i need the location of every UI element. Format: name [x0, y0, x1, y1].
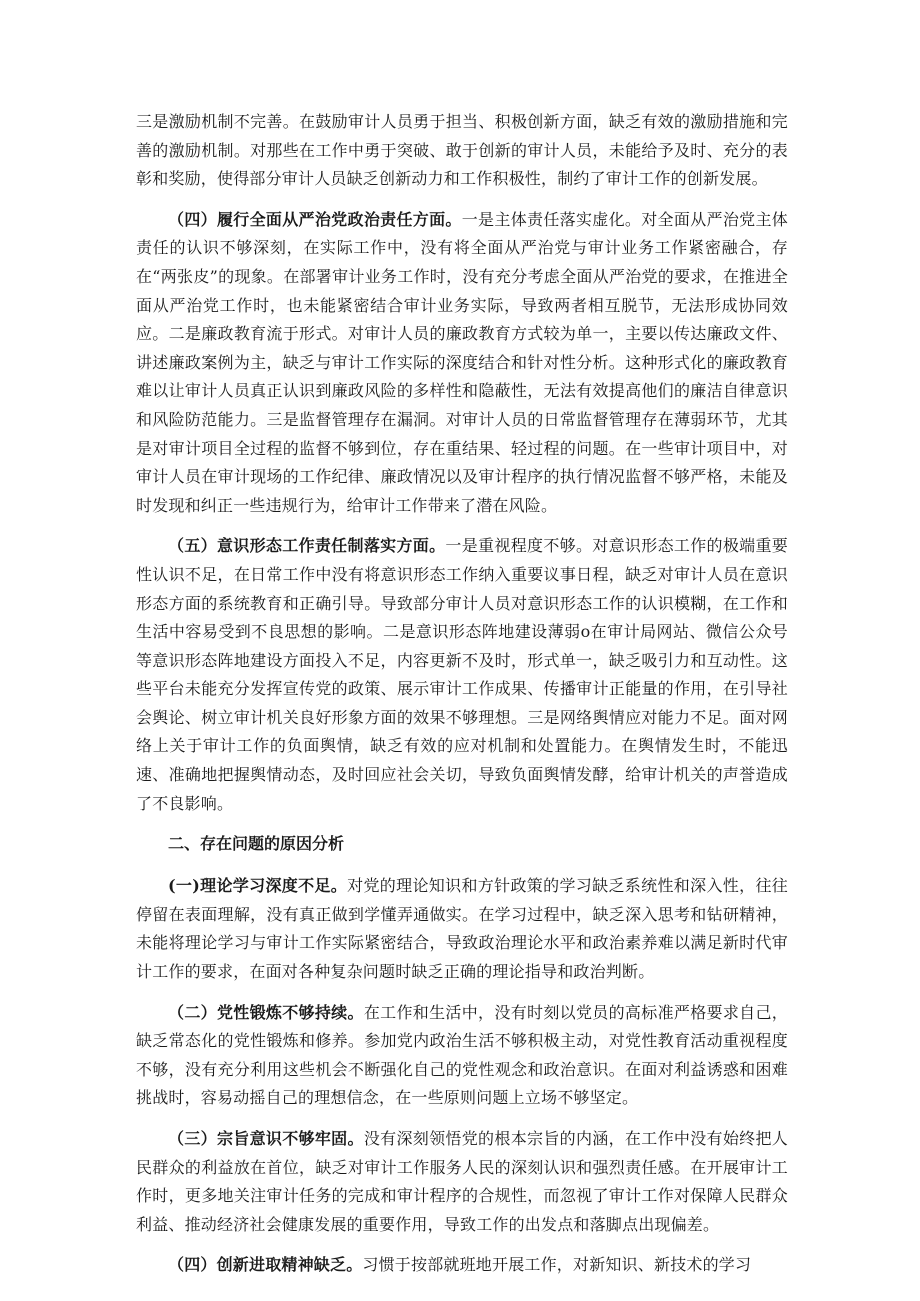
paragraph-incentive-mechanism	[136, 108, 788, 194]
paragraph-theory-study	[136, 872, 788, 986]
paragraph-innovation-spirit	[136, 1251, 788, 1280]
section-heading-cause-analysis: 二、存在问题的原因分析	[168, 834, 345, 854]
document-page	[136, 108, 788, 1292]
paragraph-party-spirit	[136, 999, 788, 1113]
paragraph-title: （二）党性锻炼不够持续。	[168, 1002, 364, 1022]
paragraph-title: （四）履行全面从严治党政治责任方面。	[168, 209, 462, 229]
paragraph-text: 在工作和生活中，没有时刻以党员的高标准严格要求自己，缺乏常态化的党性锻炼和修养。参加党内政治生活不够积极主动，对党性教育活动重视程度不够，没有充分利用这些机会不断强化自己的党性观念和政治意识。在面对利益诱惑和困难挑战时，容易动摇自己的理想信念，在一些原则问题上立场不够坚定。	[136, 1002, 788, 1108]
paragraph-title: （五）意识形态工作责任制落实方面。	[168, 536, 446, 556]
paragraph-text: 习惯于按部就班地开展工作，对新知识、新技术的学习	[362, 1255, 752, 1275]
paragraph-text: 三是激励机制不完善。在鼓励审计人员勇于担当、积极创新方面，缺乏有效的激励措施和完善的激励机制。对那些在工作中勇于突破、敢于创新的审计人员，未能给予及时、充分的表彰和奖励，使得部分审计人员缺乏创新动力和工作积极性，制约了审计工作的创新发展。	[136, 112, 788, 189]
paragraph-ideology-work	[136, 532, 788, 818]
paragraph-text: 一是重视程度不够。对意识形态工作的极端重要性认识不足，在日常工作中没有将意识形态工作纳入重要议事日程，缺乏对审计人员在意识形态方面的系统教育和正确引导。导致部分审计人员对意识形态工作的认识模糊，在工作和生活中容易受到不良思想的影响。二是意识形态阵地建设薄弱o在审计局网站、微信公众号等意识形态阵地建设方面投入不足，内容更新不及时，形式单一，缺乏吸引力和互动性。这些平台未能充分发挥宣传党的政策、展示审计工作成果、传播审计正能量的作用，在引导社会舆论、树立审计机关良好形象方面的效果不够理想。三是网络舆情应对能力不足。面对网络上关于审计工作的负面舆情，缺乏有效的应对机制和处置能力。在舆情发生时，不能迅速、准确地把握舆情动态，及时回应社会关切，导致负面舆情发酵，给审计机关的声誉造成了不良影响。	[136, 536, 788, 813]
paragraph-title: （四）创新进取精神缺乏。	[168, 1255, 363, 1275]
paragraph-text: 没有深刻领悟党的根本宗旨的内涵，在工作中没有始终把人民群众的利益放在首位，缺乏对审计工作服务人民的深刻认识和强烈责任感。在开展审计工作时，更多地关注审计任务的完成和审计程序的合规性，而忽视了审计工作对保障人民群众利益、推动经济社会健康发展的重要作用，导致工作的出发点和落脚点出现偏差。	[136, 1129, 788, 1234]
paragraph-text: 对党的理论知识和方针政策的学习缺乏系统性和深入性，往往停留在表面理解，没有真正做到学懂弄通做实。在学习过程中，缺乏深入思考和钻研精神，未能将理论学习与审计工作实际紧密结合，导致政治理论水平和政治素养难以满足新时代审计工作的要求，在面对各种复杂问题时缺乏正确的理论指导和政治判断。	[136, 876, 788, 982]
paragraph-text: 一是主体责任落实虚化。对全面从严治党主体责任的认识不够深刻，在实际工作中，没有将全面从严治党与审计业务工作紧密融合，存在“两张皮”的现象。在部署审计业务工作时，没有充分考虑全面从严治党的要求，在推进全面从严治党工作时，也未能紧密结合审计业务实际，导致两者相互脱节，无法形成协同效应。二是廉政教育流于形式。对审计人员的廉政教育方式较为单一，主要以传达廉政文件、讲述廉政案例为主，缺乏与审计工作实际的深度结合和针对性分析。这种形式化的廉政教育难以让审计人员真正认识到廉政风险的多样性和隐蔽性，无法有效提高他们的廉洁自律意识和风险防范能力。三是监督管理存在漏洞。对审计人员的日常监督管理存在薄弱环节，尤其是对审计项目全过程的监督不够到位，存在重结果、轻过程的问题。在一些审计项目中，对审计人员在审计现场的工作纪律、廉政情况以及审计程序的执行情况监督不够严格，未能及时发现和纠正一些违规行为，给审计工作带来了潜在风险。	[136, 209, 788, 515]
paragraph-purpose-awareness	[136, 1125, 788, 1239]
paragraph-title: （三）宗旨意识不够牢固。	[168, 1129, 364, 1148]
paragraph-party-governance	[136, 206, 788, 521]
paragraph-title: (一)理论学习深度不足。	[168, 876, 348, 896]
